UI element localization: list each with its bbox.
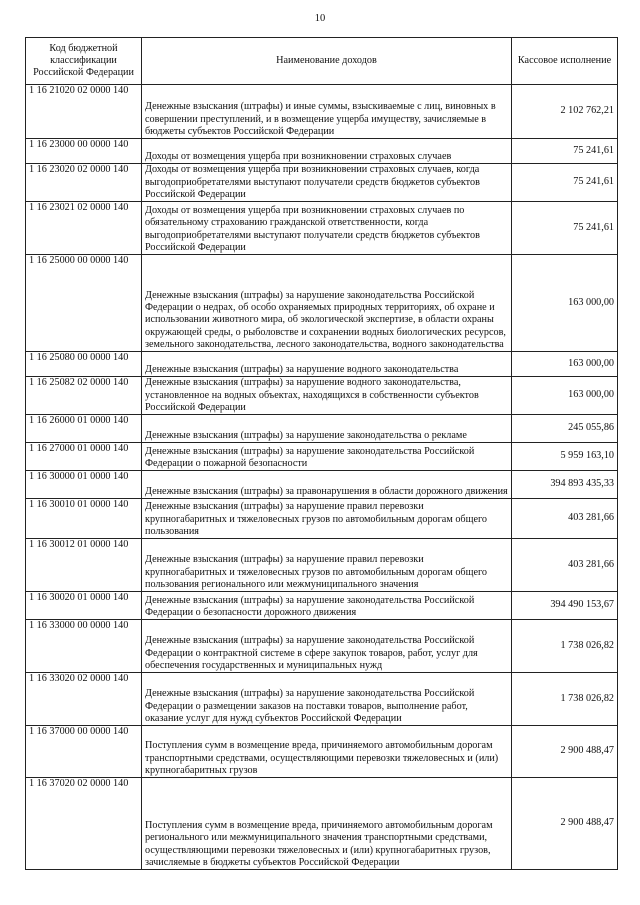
row-amount: 75 241,61	[512, 202, 618, 255]
table-row	[26, 592, 618, 620]
table-row	[26, 499, 618, 539]
row-code: 1 16 30020 01 0000 140	[26, 592, 142, 620]
row-name: Денежные взыскания (штрафы) за нарушение законодательства Российской Федерации о безопасности дорожного движения	[142, 592, 512, 620]
row-amount: 394 893 435,33	[512, 471, 618, 499]
row-code: 1 16 23020 02 0000 140	[26, 164, 142, 202]
row-name: Денежные взыскания (штрафы) за нарушение водного законодательства, установленное на водных объектах, находящихся в собственности субъектов Российской Федерации	[142, 377, 512, 415]
row-code: 1 16 37000 00 0000 140	[26, 726, 142, 778]
row-name: Денежные взыскания (штрафы) за нарушение законодательства Российской Федерации о размещении заказов на поставки товаров, выполнение работ, оказание услуг для нужд субъектов Российской Федерации	[142, 673, 512, 726]
row-name: Доходы от возмещения ущерба при возникновении страховых случаев по обязательному страхованию гражданской ответственности, когда выгодоприобретателями выступают получатели средств бюджетов субъектов Российской Федерации	[142, 202, 512, 255]
row-code: 1 16 30000 01 0000 140	[26, 471, 142, 499]
table-row	[26, 539, 618, 592]
row-amount: 163 000,00	[512, 377, 618, 415]
table-row	[26, 377, 618, 415]
row-amount: 245 055,86	[512, 415, 618, 443]
row-amount: 163 000,00	[512, 352, 618, 377]
table-row	[26, 415, 618, 443]
row-amount: 2 900 488,47	[512, 726, 618, 778]
table-header-row	[26, 38, 618, 85]
table-row	[26, 673, 618, 726]
row-amount: 403 281,66	[512, 539, 618, 592]
row-amount: 1 738 026,82	[512, 673, 618, 726]
row-amount: 75 241,61	[512, 164, 618, 202]
row-amount: 403 281,66	[512, 499, 618, 539]
row-name: Денежные взыскания (штрафы) за нарушение законодательства Российской Федерации о пожарной безопасности	[142, 443, 512, 471]
row-code: 1 16 25000 00 0000 140	[26, 255, 142, 352]
table-row	[26, 620, 618, 673]
row-code: 1 16 33000 00 0000 140	[26, 620, 142, 673]
row-amount: 394 490 153,67	[512, 592, 618, 620]
table-row	[26, 255, 618, 352]
header-code: Код бюджетной классификации Российской Федерации	[26, 38, 142, 85]
table-body	[26, 85, 618, 870]
table-row	[26, 164, 618, 202]
table-row	[26, 726, 618, 778]
table-row	[26, 443, 618, 471]
row-name: Денежные взыскания (штрафы) за правонарушения в области дорожного движения	[142, 471, 512, 499]
row-amount: 75 241,61	[512, 139, 618, 164]
row-name: Денежные взыскания (штрафы) и иные суммы, взыскиваемые с лиц, виновных в совершении преступлений, и в возмещение ущерба имуществу, зачисляемые в бюджеты субъектов Российской Федерации	[142, 85, 512, 139]
row-name: Денежные взыскания (штрафы) за нарушение правил перевозки крупногабаритных и тяжеловесных грузов по автомобильным дорогам общего пользования	[142, 499, 512, 539]
table-row	[26, 85, 618, 139]
row-name: Денежные взыскания (штрафы) за нарушение законодательства Российской Федерации о контрактной системе в сфере закупок товаров, работ, услуг для обеспечения государственных и муниципальных нужд	[142, 620, 512, 673]
row-name: Поступления сумм в возмещение вреда, причиняемого автомобильным дорогам регионального или межмуниципального значения транспортными средствами, осуществляющими перевозки тяжеловесных и (или) крупногабаритных грузов, зачисляемые в бюджеты субъектов Российской Федерации	[142, 778, 512, 870]
row-name: Денежные взыскания (штрафы) за нарушение законодательства Российской Федерации о недрах, об особо охраняемых природных территориях, об охране и использовании животного мира, об экологической экспертизе, в области охраны окружающей среды, о рыболовстве и сохранении водных биологических ресурсов, земельного законодательства, лесного законодательства, водного законодательства	[142, 255, 512, 352]
row-code: 1 16 26000 01 0000 140	[26, 415, 142, 443]
table-row	[26, 352, 618, 377]
row-code: 1 16 30012 01 0000 140	[26, 539, 142, 592]
row-code: 1 16 33020 02 0000 140	[26, 673, 142, 726]
row-amount: 2 102 762,21	[512, 85, 618, 139]
row-name: Денежные взыскания (штрафы) за нарушение законодательства о рекламе	[142, 415, 512, 443]
row-name: Денежные взыскания (штрафы) за нарушение правил перевозки крупногабаритных и тяжеловесных грузов по автомобильным дорогам общего пользования регионального или межмуниципального значения	[142, 539, 512, 592]
row-amount: 2 900 488,47	[512, 778, 618, 870]
row-amount: 1 738 026,82	[512, 620, 618, 673]
table-row	[26, 202, 618, 255]
row-amount: 5 959 163,10	[512, 443, 618, 471]
row-amount: 163 000,00	[512, 255, 618, 352]
header-name: Наименование доходов	[142, 38, 512, 85]
row-code: 1 16 23021 02 0000 140	[26, 202, 142, 255]
page-number: 10	[314, 13, 326, 24]
row-code: 1 16 21020 02 0000 140	[26, 85, 142, 139]
row-name: Поступления сумм в возмещение вреда, причиняемого автомобильным дорогам транспортными средствами, осуществляющими перевозки тяжеловесных и (или) крупногабаритных грузов	[142, 726, 512, 778]
row-name: Доходы от возмещения ущерба при возникновении страховых случаев	[142, 139, 512, 164]
row-name: Денежные взыскания (штрафы) за нарушение водного законодательства	[142, 352, 512, 377]
revenue-table	[25, 37, 618, 870]
header-amount: Кассовое исполнение	[512, 38, 618, 85]
row-code: 1 16 25082 02 0000 140	[26, 377, 142, 415]
row-code: 1 16 25080 00 0000 140	[26, 352, 142, 377]
row-code: 1 16 27000 01 0000 140	[26, 443, 142, 471]
table-row	[26, 778, 618, 870]
table-row	[26, 471, 618, 499]
row-code: 1 16 30010 01 0000 140	[26, 499, 142, 539]
table-row	[26, 139, 618, 164]
row-code: 1 16 37020 02 0000 140	[26, 778, 142, 870]
row-name: Доходы от возмещения ущерба при возникновении страховых случаев, когда выгодоприобретателями выступают получатели средств бюджетов субъектов Российской Федерации	[142, 164, 512, 202]
row-code: 1 16 23000 00 0000 140	[26, 139, 142, 164]
